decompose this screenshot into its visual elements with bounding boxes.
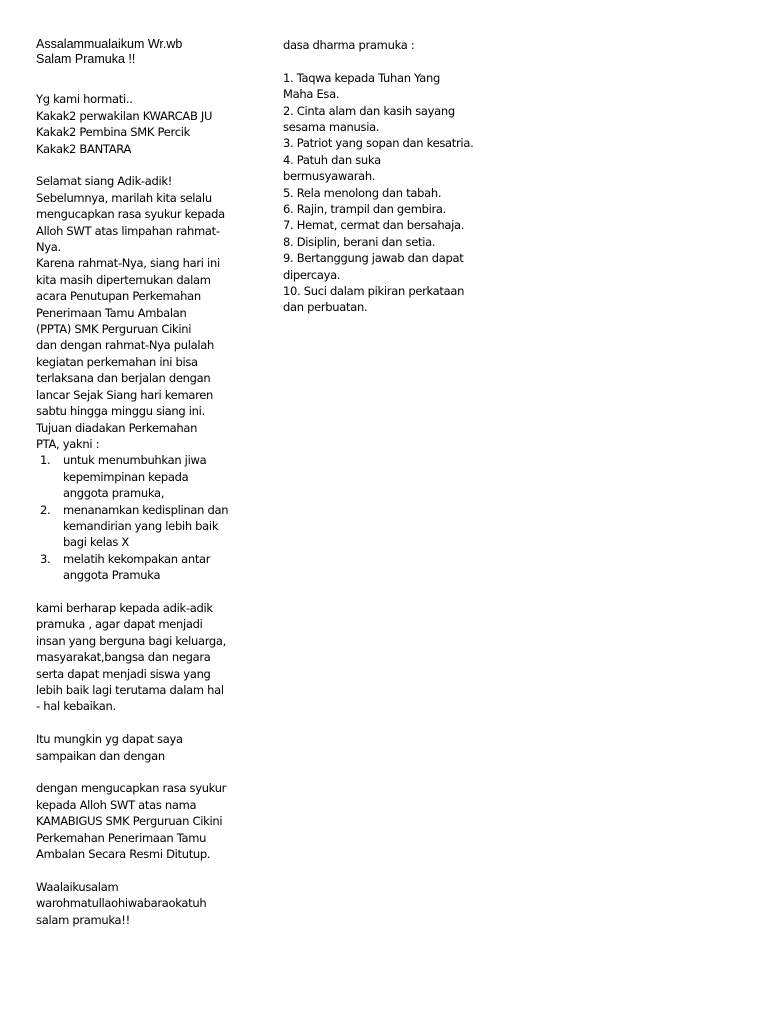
dharma-line: 4. Patuh dan suka (283, 152, 381, 167)
text-line: Kakak2 Pembina SMK Percik (36, 125, 190, 140)
text-line: sabtu hingga minggu siang ini. (36, 404, 205, 419)
hope-paragraph (36, 600, 251, 715)
dharma-line: 5. Rela menolong dan tabah. (283, 185, 442, 200)
goal-item (36, 452, 251, 501)
opening-paragraph (36, 173, 251, 452)
text-line: pramuka , agar dapat menjadi (36, 617, 203, 632)
text-line: dengan mengucapkan rasa syukur (36, 781, 227, 796)
text-line: terlaksana dan berjalan dengan (36, 371, 211, 386)
dharma-line: 8. Disiplin, berani dan setia. (283, 234, 436, 249)
goal-item (36, 551, 251, 584)
text-line: Ambalan Secara Resmi Ditutup. (36, 847, 211, 862)
greeting-block (36, 37, 251, 67)
dharma-line: 7. Hemat, cermat dan bersahaja. (283, 218, 465, 233)
dasa-dharma-column (283, 37, 503, 316)
text-line: kami berharap kepada adik-adik (36, 600, 213, 615)
closing-paragraph (36, 780, 251, 862)
goal-line: untuk menumbuhkan jiwa (63, 453, 207, 468)
goal-line: bagi kelas X (63, 535, 129, 550)
dasa-dharma-list (283, 70, 503, 316)
goal-number: 1. (40, 453, 51, 468)
dharma-line: 9. Bertanggung jawab dan dapat (283, 251, 464, 266)
goal-item (36, 502, 251, 551)
farewell-block (36, 879, 251, 928)
text-line: Alloh SWT atas limpahan rahmat- (36, 223, 220, 238)
text-line: lebih baik lagi terutama dalam hal (36, 682, 224, 697)
text-line: mengucapkan rasa syukur kepada (36, 207, 225, 222)
dharma-line: bermusyawarah. (283, 169, 376, 184)
text-line: Kakak2 BANTARA (36, 141, 132, 156)
dharma-line: 2. Cinta alam dan kasih sayang (283, 103, 455, 118)
honored-guests-block (36, 91, 251, 157)
goal-number: 3. (40, 551, 51, 566)
text-line: Kakak2 perwakilan KWARCAB JU (36, 108, 213, 123)
dharma-line: sesama manusia. (283, 120, 380, 135)
goal-line: kemandirian yang lebih baik (63, 518, 219, 533)
greeting-line: Assalammualaikum Wr.wb (36, 37, 183, 51)
text-line: Perkemahan Penerimaan Tamu (36, 830, 207, 845)
goal-line: kepemimpinan kepada (63, 469, 189, 484)
goal-number: 2. (40, 502, 51, 517)
text-line: kepada Alloh SWT atas nama (36, 797, 197, 812)
text-line: serta dapat menjadi siswa yang (36, 666, 211, 681)
text-line: Yg kami hormati.. (36, 92, 133, 107)
dharma-line: 3. Patriot yang sopan dan kesatria. (283, 136, 474, 151)
text-line: sampaikan dan dengan (36, 748, 165, 763)
greeting-line: Salam Pramuka !! (36, 52, 136, 66)
goal-line: menanamkan kedisplinan dan (63, 502, 229, 517)
text-line: warohmatullaohiwabaraokatuh (36, 896, 207, 911)
text-line: - hal kebaikan. (36, 699, 116, 714)
text-line: (PPTA) SMK Perguruan Cikini (36, 322, 192, 337)
dasa-dharma-title: dasa dharma pramuka : (283, 38, 415, 52)
dharma-line: 6. Rajin, trampil dan gembira. (283, 202, 447, 217)
closing-intro-paragraph (36, 731, 251, 764)
speech-left-column (36, 37, 251, 928)
text-line: KAMABIGUS SMK Perguruan Cikini (36, 814, 223, 829)
dharma-line: 1. Taqwa kepada Tuhan Yang (283, 70, 441, 85)
text-line: salam pramuka!! (36, 912, 130, 927)
text-line: Sebelumnya, marilah kita selalu (36, 190, 212, 205)
goal-line: anggota pramuka, (63, 486, 165, 501)
text-line: Itu mungkin yg dapat saya (36, 732, 183, 747)
text-line: Selamat siang Adik-adik! (36, 174, 173, 189)
dharma-line: 10. Suci dalam pikiran perkataan (283, 284, 465, 299)
text-line: masyarakat,bangsa dan negara (36, 650, 211, 665)
text-line: Tujuan diadakan Perkemahan (36, 420, 198, 435)
text-line: Karena rahmat-Nya, siang hari ini (36, 256, 220, 271)
goals-list (36, 452, 251, 583)
text-line: lancar Sejak Siang hari kemaren (36, 387, 214, 402)
dharma-line: Maha Esa. (283, 87, 340, 102)
goal-line: anggota Pramuka (63, 568, 161, 583)
text-line: Nya. (36, 240, 61, 255)
dharma-line: dipercaya. (283, 267, 341, 282)
text-line: acara Penutupan Perkemahan (36, 289, 201, 304)
dharma-line: dan perbuatan. (283, 300, 368, 315)
text-line: dan dengan rahmat-Nya pulalah (36, 338, 214, 353)
text-line: PTA, yakni : (36, 436, 100, 451)
goal-line: melatih kekompakan antar (63, 551, 211, 566)
text-line: Penerimaan Tamu Ambalan (36, 305, 187, 320)
text-line: insan yang berguna bagi keluarga, (36, 633, 227, 648)
text-line: kita masih dipertemukan dalam (36, 272, 211, 287)
text-line: kegiatan perkemahan ini bisa (36, 354, 198, 369)
text-line: Waalaikusalam (36, 879, 119, 894)
